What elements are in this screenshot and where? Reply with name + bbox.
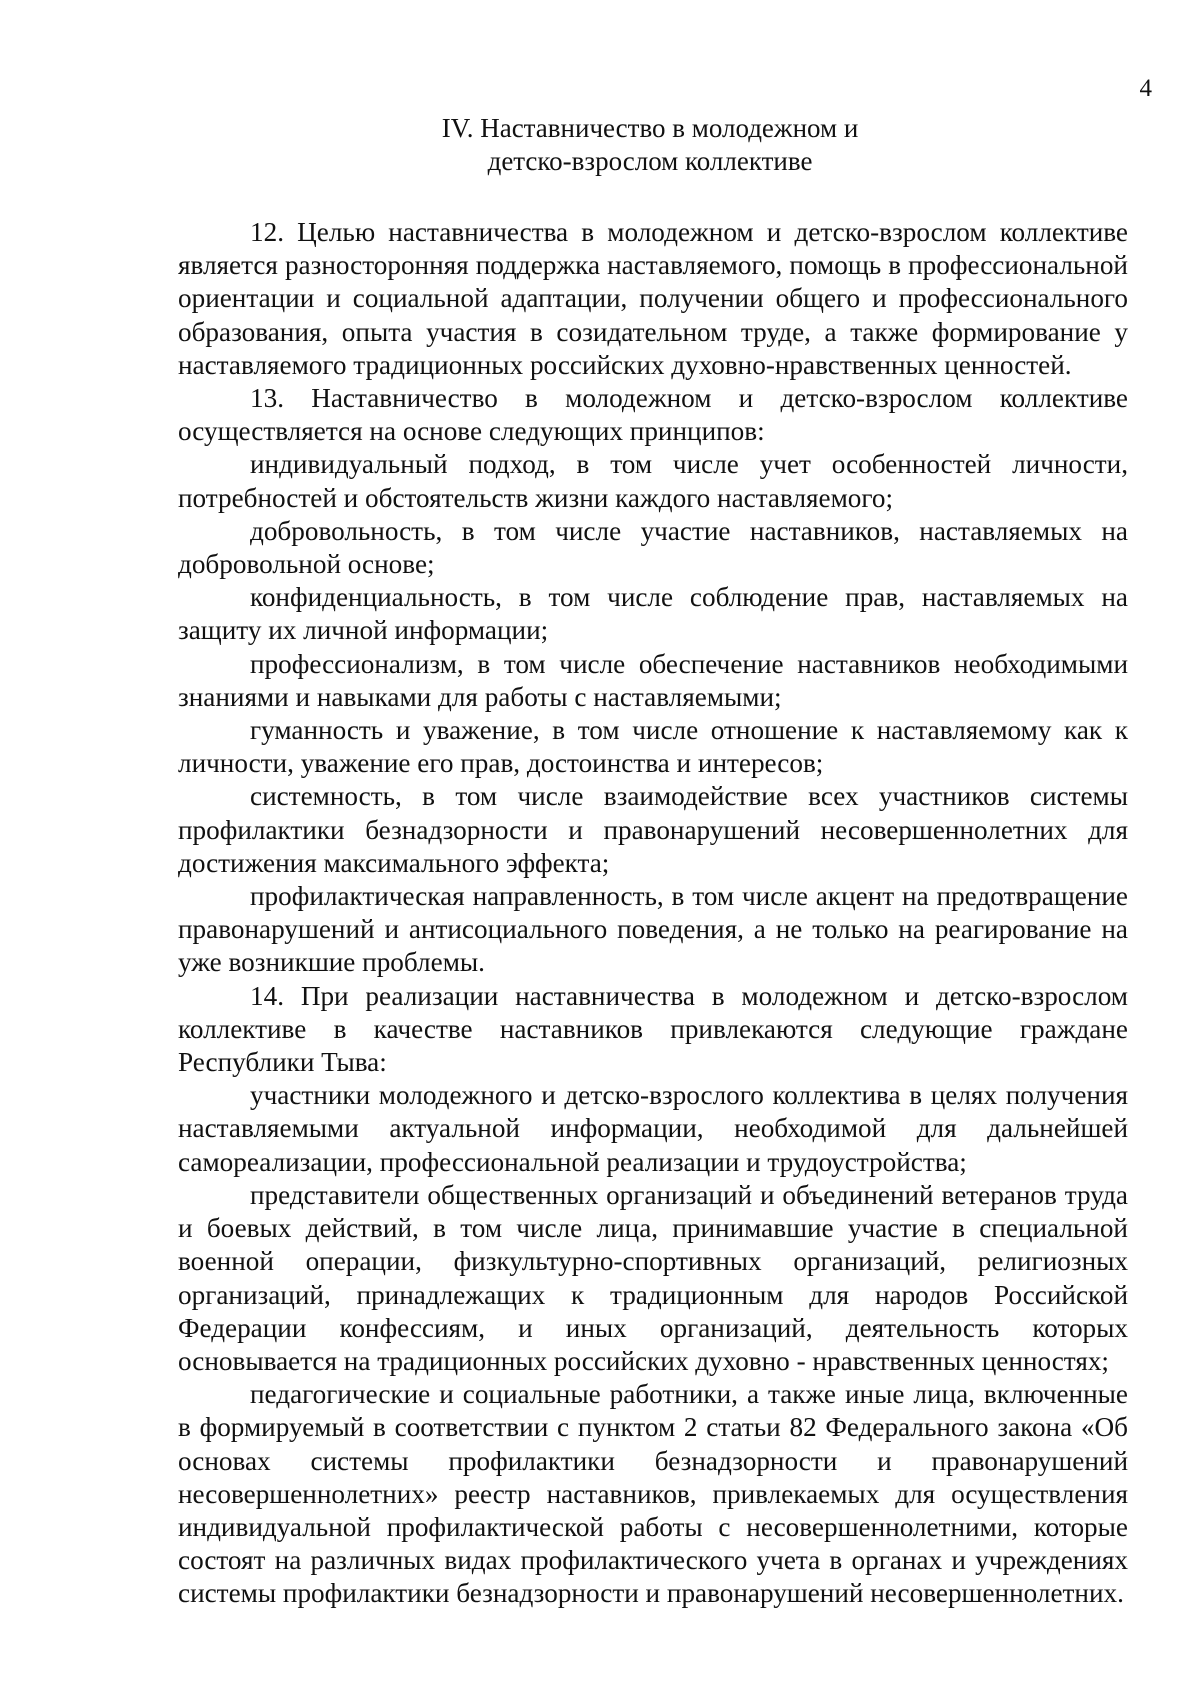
principle-individual-approach: индивидуальный подход, в том числе учет особенностей личности, потребностей и обстоятельств жизни каждого наставляемого;: [178, 449, 1128, 513]
principle-confidentiality: конфиденциальность, в том числе соблюдение прав, наставляемых на защиту их личной информации;: [178, 582, 1128, 646]
section-heading-line-1: IV. Наставничество в молодежном и: [441, 113, 859, 143]
page-number: 4: [1139, 75, 1152, 102]
principle-systemic: системность, в том числе взаимодействие всех участников системы профилактики безнадзорности и правонарушений несовершеннолетних для достижения максимального эффекта;: [178, 781, 1128, 878]
document-body: [178, 216, 1128, 1611]
principle-professionalism: профессионализм, в том числе обеспечение наставников необходимыми знаниями и навыками для работы с наставляемыми;: [178, 648, 1128, 712]
mentor-category-collective-members: участники молодежного и детско-взрослого коллектива в целях получения наставляемыми актуальной информации, необходимой для дальнейшей самореализации, профессиональной реализации и трудоустройства;: [178, 1080, 1128, 1177]
paragraph-12: 12. Целью наставничества в молодежном и детско-взрослом коллективе является разносторонняя поддержка наставляемого, помощь в профессиональной ориентации и социальной адаптации, получении общего и профессионального образования, опыта участия в созидательном труде, а также формирование у наставляемого традиционных российских духовно-нравственных ценностей.: [178, 217, 1128, 380]
mentor-category-public-organizations: представители общественных организаций и объединений ветеранов труда и боевых действий, в том числе лица, принимавшие участие в специальной военной операции, физкультурно-спортивных организаций, религиозных организаций, принадлежащих к традиционным для народов Российской Федерации конфессиям, и иных организаций, деятельность которых основывается на традиционных российских духовно - нравственных ценностях;: [178, 1179, 1128, 1376]
paragraph-14: 14. При реализации наставничества в молодежном и детско-взрослом коллективе в качестве наставников привлекаются следующие граждане Республики Тыва:: [178, 980, 1128, 1078]
paragraph-13: 13. Наставничество в молодежном и детско-взрослом коллективе осуществляется на основе следующих принципов:: [178, 383, 1128, 447]
section-heading: [180, 112, 1120, 178]
section-heading-line-2: детско-взрослом коллективе: [487, 146, 813, 176]
mentor-category-pedagogical-workers: педагогические и социальные работники, а также иные лица, включенные в формируемый в соответствии с пунктом 2 статьи 82 Федерального закона «Об основах системы профилактики безнадзорности и правонарушений несовершеннолетних» реестр наставников, привлекаемых для осуществления индивидуальной профилактической работы с несовершеннолетними, которые состоят на различных видах профилактического учета в органах и учреждениях системы профилактики безнадзорности и правонарушений несовершеннолетних.: [178, 1379, 1128, 1609]
principle-preventive: профилактическая направленность, в том числе акцент на предотвращение правонарушений и антисоциального поведения, а не только на реагирование на уже возникшие проблемы.: [178, 881, 1128, 978]
principle-voluntariness: добровольность, в том числе участие наставников, наставляемых на добровольной основе;: [178, 515, 1128, 580]
principle-humanity: гуманность и уважение, в том числе отношение к наставляемому как к личности, уважение его прав, достоинства и интересов;: [178, 715, 1128, 779]
